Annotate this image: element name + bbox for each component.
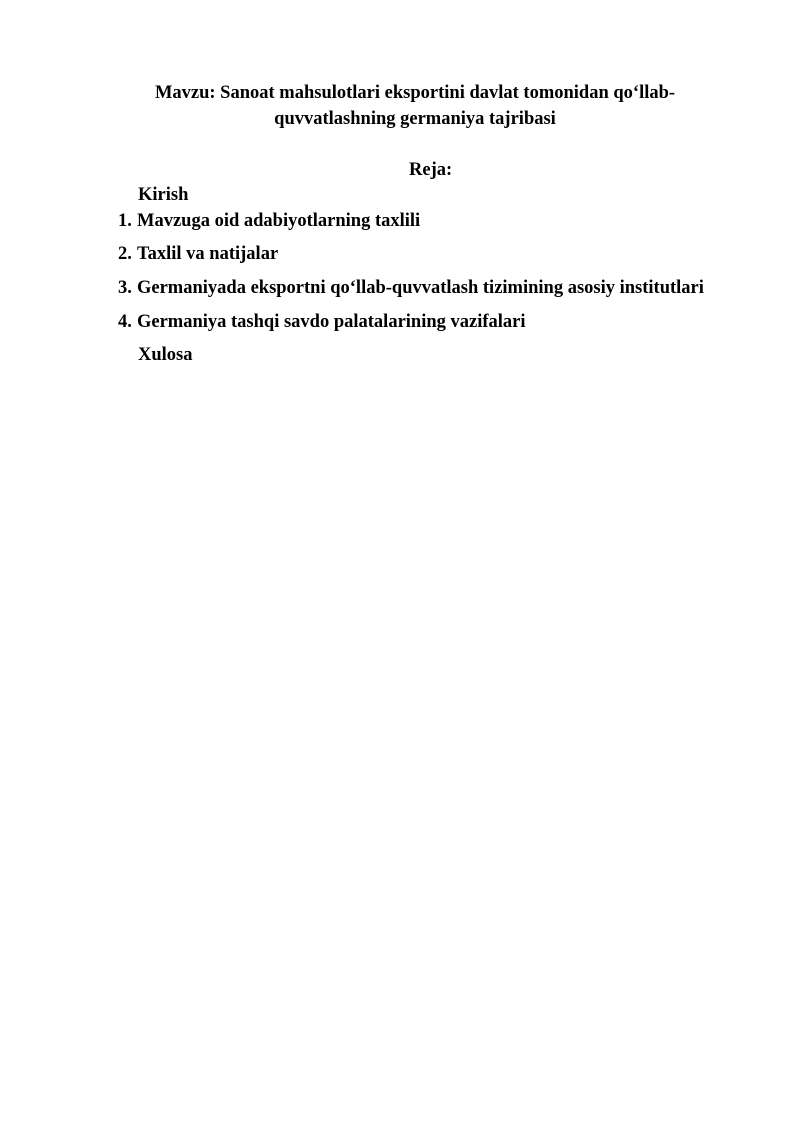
plan-item-text: Taxlil va natijalar [137,244,279,264]
plan-intro: Kirish [138,185,189,205]
title-line-1: Mavzu: Sanoat mahsulotlari eksportini davlat tomonidan qo‘llab- [154,83,676,103]
plan-item-text: Germaniyada eksportni qo‘llab-quvvatlash tizimining asosiy institutlari [137,278,704,298]
plan-item-number: 2. [118,244,132,264]
plan-item [118,242,278,266]
plan-item-number: 1. [118,211,132,231]
plan-item-number: 4. [118,312,132,332]
document-title [100,80,730,132]
plan-item [118,276,704,300]
plan-item [118,209,420,233]
plan-item-number: 3. [118,278,132,298]
plan-item-text: Germaniya tashqi savdo palatalarining vazifalari [137,312,526,332]
plan-conclusion: Xulosa [138,345,193,365]
plan-item-text: Mavzuga oid adabiyotlarning taxlili [137,211,421,231]
plan-heading: Reja: [409,160,453,180]
plan-item [118,310,526,334]
title-line-2: quvvatlashning germaniya tajribasi [274,109,556,129]
